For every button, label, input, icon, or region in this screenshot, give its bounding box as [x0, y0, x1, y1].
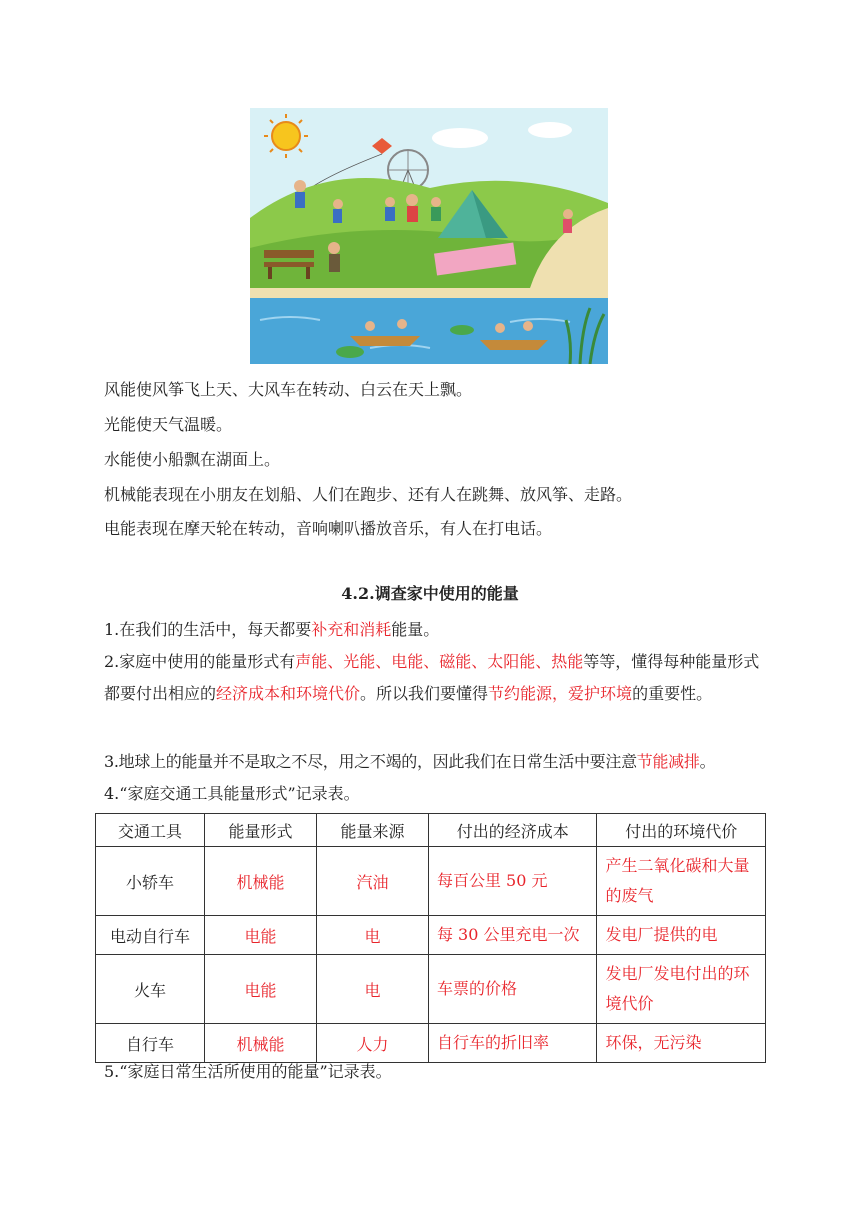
p1-text: 1.在我们的生活中，每天都要	[104, 620, 312, 639]
table-header: 能量形式	[204, 814, 316, 847]
table-cell: 火车	[96, 955, 205, 1024]
table-header: 交通工具	[96, 814, 205, 847]
p2-text-mid2: 。所以我们要懂得	[360, 684, 489, 703]
p2-answer-save: 节约能源，爱护环境	[488, 684, 633, 703]
wind-energy-line: 风能使风筝飞上天、大风车在转动、白云在天上飘。	[104, 380, 473, 399]
table-cell: 每 30 公里充电一次	[428, 916, 597, 955]
table-cell: 环保，无污染	[597, 1024, 766, 1063]
p2-text-mid: 等等，懂得每种能量形式都要付出相应的	[104, 652, 760, 703]
table-cell: 电动自行车	[96, 916, 205, 955]
paragraph-5: 5.“家庭日常生活所使用的能量”记录表。	[104, 1062, 392, 1081]
table-cell: 产生二氧化碳和大量的废气	[597, 847, 766, 916]
p2-answer-costs: 经济成本和环境代价	[216, 684, 361, 703]
light-energy-line: 光能使天气温暖。	[104, 415, 233, 434]
table-header: 能量来源	[316, 814, 428, 847]
table-cell: 发电厂提供的电	[597, 916, 766, 955]
electric-energy-line: 电能表现在摩天轮在转动，音响喇叭播放音乐，有人在打电话。	[104, 519, 553, 538]
table-row	[96, 955, 766, 1024]
p3-answer: 节能减排	[636, 752, 700, 771]
table-header: 付出的经济成本	[428, 814, 597, 847]
park-illustration	[250, 108, 608, 364]
table-cell: 发电厂发电付出的环境代价	[597, 955, 766, 1024]
transport-energy-table	[95, 813, 766, 1063]
table-cell: 电能	[204, 916, 316, 955]
table-cell: 电能	[204, 955, 316, 1024]
section-heading: 4.2.调查家中使用的能量	[341, 584, 519, 603]
table-cell: 汽油	[316, 847, 428, 916]
p1-answer: 补充和消耗	[311, 620, 392, 639]
table-cell: 每百公里 50 元	[428, 847, 597, 916]
table-cell: 机械能	[204, 1024, 316, 1063]
p2-answer-forms: 声能、光能、电能、磁能、太阳能、热能	[295, 652, 584, 671]
table-header-row	[96, 814, 766, 847]
table-cell: 自行车	[96, 1024, 205, 1063]
p2-text: 2.家庭中使用的能量形式有	[104, 652, 296, 671]
water-energy-line: 水能使小船飘在湖面上。	[104, 450, 281, 469]
table-cell: 电	[316, 955, 428, 1024]
paragraph-2	[104, 646, 764, 710]
p3-text: 3.地球上的能量并不是取之不尽，用之不竭的，因此我们在日常生活中要注意	[104, 752, 637, 771]
table-header: 付出的环境代价	[597, 814, 766, 847]
p2-text-end: 的重要性。	[632, 684, 713, 703]
table-cell: 小轿车	[96, 847, 205, 916]
paragraph-3	[104, 746, 784, 778]
table-cell: 机械能	[204, 847, 316, 916]
p1-text-end: 能量。	[391, 620, 440, 639]
p3-text-end: 。	[699, 752, 716, 771]
paragraph-4: 4.“家庭交通工具能量形式”记录表。	[104, 784, 360, 803]
table-cell: 人力	[316, 1024, 428, 1063]
mechanical-energy-line: 机械能表现在小朋友在划船、人们在跑步、还有人在跳舞、放风筝、走路。	[104, 485, 633, 504]
table-row	[96, 847, 766, 916]
table-row	[96, 916, 766, 955]
table-cell: 自行车的折旧率	[428, 1024, 597, 1063]
table-cell: 车票的价格	[428, 955, 597, 1024]
paragraph-1	[104, 614, 764, 646]
table-cell: 电	[316, 916, 428, 955]
